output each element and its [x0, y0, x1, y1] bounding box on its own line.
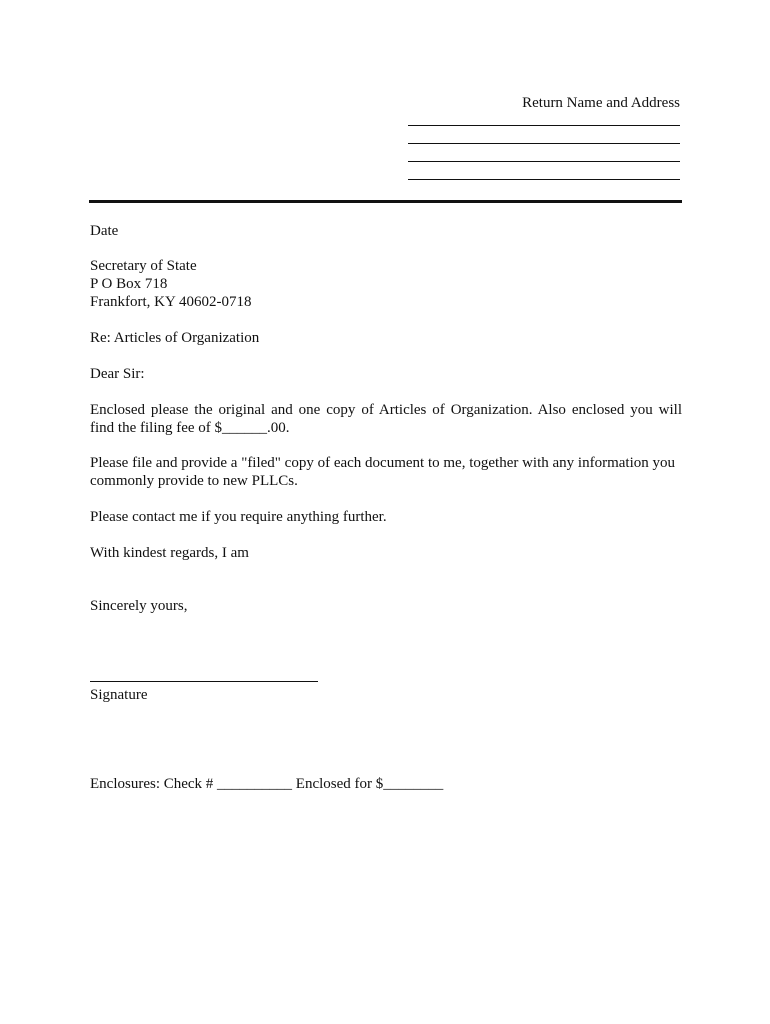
- paragraph-enclosed-line-1: Enclosed please the original and one copy of Articles of Organization. Also enclosed you will: [90, 402, 682, 418]
- signature-line: [90, 681, 318, 682]
- recipient-line-2: P O Box 718: [90, 276, 168, 292]
- return-address-label: Return Name and Address: [522, 95, 680, 111]
- paragraph-file-request-line-1: Please file and provide a "filed" copy of each document to me, together with any information you: [90, 455, 675, 471]
- paragraph-file-request-line-2: commonly provide to new PLLCs.: [90, 473, 298, 489]
- return-address-line-3: [408, 161, 680, 162]
- recipient-line-3: Frankfort, KY 40602-0718: [90, 294, 252, 310]
- sign-off: Sincerely yours,: [90, 598, 188, 614]
- paragraph-contact: Please contact me if you require anything further.: [90, 509, 387, 525]
- return-address-line-2: [408, 143, 680, 144]
- return-address-line-4: [408, 179, 680, 180]
- salutation: Dear Sir:: [90, 366, 145, 382]
- closing-line: With kindest regards, I am: [90, 545, 249, 561]
- paragraph-enclosed-line-2: find the filing fee of $______.00.: [90, 420, 290, 436]
- return-address-line-1: [408, 125, 680, 126]
- enclosures-line: Enclosures: Check # __________ Enclosed for $________: [90, 776, 444, 792]
- signature-label: Signature: [90, 687, 148, 703]
- re-line: Re: Articles of Organization: [90, 330, 260, 346]
- paragraph-enclosed: [90, 401, 682, 437]
- recipient-line-1: Secretary of State: [90, 258, 197, 274]
- header-divider: [89, 200, 682, 203]
- paragraph-file-request: [90, 454, 682, 490]
- date-label: Date: [90, 223, 119, 239]
